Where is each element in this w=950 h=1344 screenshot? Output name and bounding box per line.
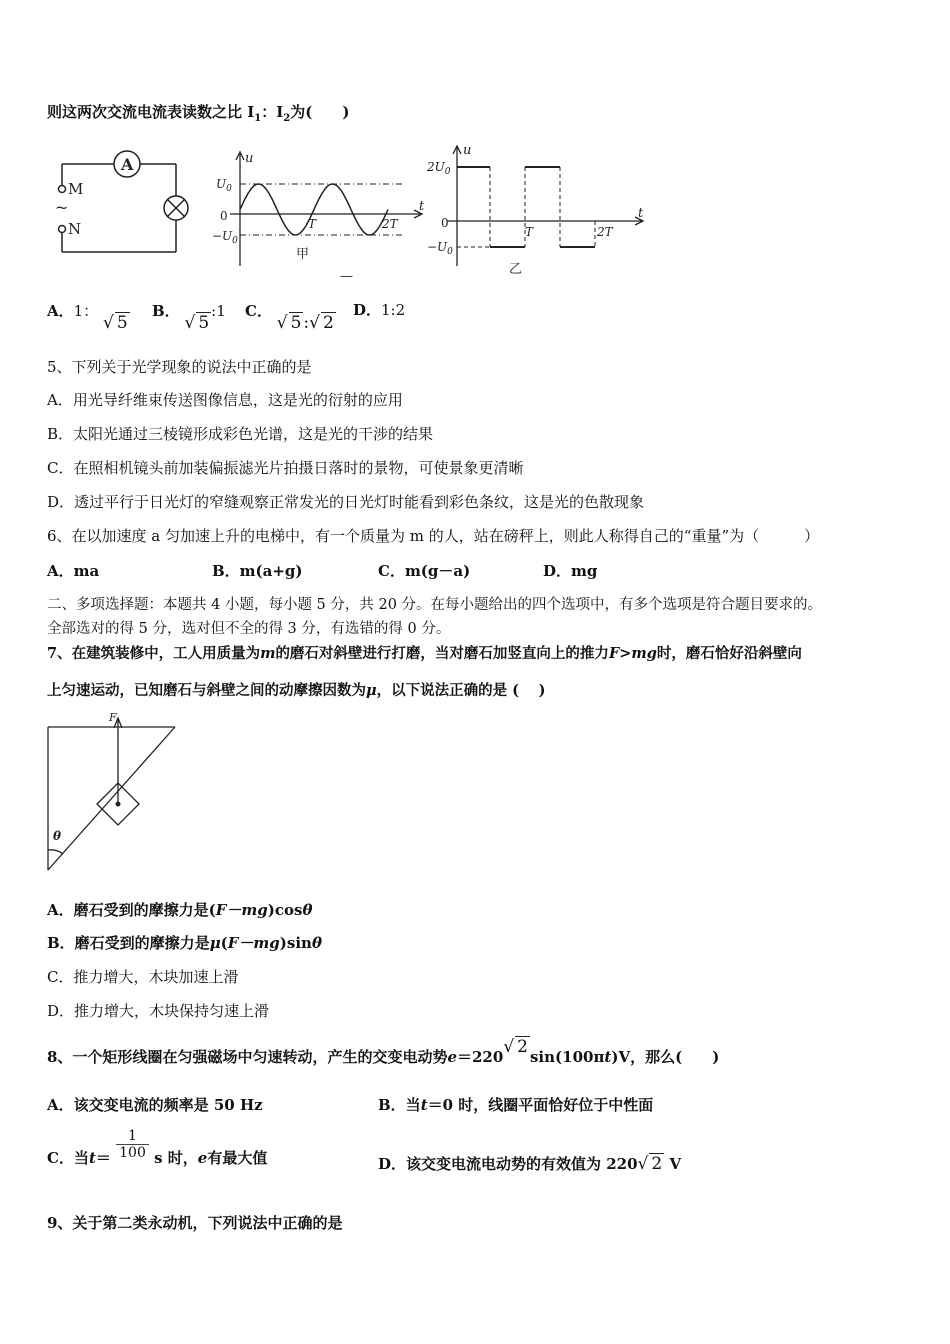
q8-option-a[interactable]: A．该交变电流的频率是 50 Hz bbox=[47, 1096, 263, 1114]
graph-a-neg-u0: −U bbox=[212, 229, 233, 243]
section2-header-line2: 全部选对的得 5 分，选对但不全的得 3 分，有选错的得 0 分。 bbox=[47, 621, 451, 637]
ammeter-label: A bbox=[121, 155, 134, 174]
q7-option-b[interactable]: B．磨石受到的摩擦力是μ(F－mg)sinθ bbox=[47, 934, 322, 952]
q8-option-c[interactable]: C．当t＝ $\frac{1}{100}$ s 时，e有最大值 bbox=[47, 1128, 268, 1167]
graph-b-neg-sub: 0 bbox=[447, 247, 453, 257]
q5-stem: 5、下列关于光学现象的说法中正确的是 bbox=[47, 358, 312, 376]
q6-option-d[interactable]: D．mg bbox=[543, 562, 598, 580]
graph-a-dash: — bbox=[340, 269, 353, 283]
incline-wall-figure bbox=[45, 708, 180, 876]
q5-option-b[interactable]: B．太阳光通过三棱镜形成彩色光谱，这是光的干涉的结果 bbox=[47, 425, 434, 443]
q6-option-c[interactable]: C．m(g－a) bbox=[378, 562, 471, 580]
graph-b-tick-2t: 2T bbox=[597, 225, 613, 239]
q8-option-d[interactable]: D．该交变电流电动势的有效值为 220√ 2 V bbox=[378, 1154, 682, 1174]
q7-stem-line1: 7、在建筑装修中，工人用质量为m的磨石对斜壁进行打磨，当对磨石加竖直向上的推力F>mg时，磨石恰好沿斜壁向 bbox=[47, 645, 802, 662]
q4-stem: 则这两次交流电流表读数之比 $I_1$：$I_2$为( ) bbox=[47, 103, 350, 124]
q7-option-a[interactable]: A．磨石受到的摩擦力是(F－mg)cosθ bbox=[47, 901, 313, 919]
q5-option-c[interactable]: C．在照相机镜头前加装偏振滤光片拍摄日落时的景物，可使景象更清晰 bbox=[47, 459, 524, 477]
terminal-n: N bbox=[68, 220, 82, 238]
q7-option-c[interactable]: C．推力增大，木块加速上滑 bbox=[47, 968, 239, 986]
q8-option-b[interactable]: B．当t＝0 时，线圈平面恰好位于中性面 bbox=[378, 1096, 654, 1114]
graph-b-neg: −U bbox=[427, 240, 448, 254]
section2-header-line1: 二、多项选择题：本题共 4 小题，每小题 5 分，共 20 分。在每小题给出的四个选项中，有多个选项是符合题目要求的。 bbox=[47, 597, 823, 613]
q7-stem-line2: 上匀速运动，已知磨石与斜壁之间的动摩擦因数为μ，以下说法正确的是 ( ) bbox=[47, 682, 546, 699]
q6-stem: 6、在以加速度 a 匀加速上升的电梯中，有一个质量为 m 的人，站在磅秤上，则此人称得自己的“重量”为（ ） bbox=[47, 527, 820, 545]
q6-option-a[interactable]: A．ma bbox=[47, 562, 100, 580]
graph-sine bbox=[212, 148, 432, 283]
q8-stem: 8、一个矩形线圈在匀强磁场中匀速转动，产生的交变电动势e＝220√ 2 sin(100πt)V，那么( ) bbox=[47, 1037, 720, 1066]
graph-b-top-sub: 0 bbox=[444, 167, 451, 177]
graph-b-top: 2U bbox=[427, 160, 445, 174]
graph-b-caption: 乙 bbox=[509, 262, 523, 277]
force-label: F bbox=[109, 711, 117, 724]
graph-b-zero: 0 bbox=[441, 216, 449, 230]
graph-a-u0: U bbox=[216, 177, 227, 191]
q7-option-d[interactable]: D．推力增大，木块保持匀速上滑 bbox=[47, 1002, 270, 1020]
graph-a-caption: 甲 bbox=[296, 247, 310, 262]
q9-stem: 9、关于第二类永动机，下列说法中正确的是 bbox=[47, 1214, 343, 1232]
graph-a-tick-t: T bbox=[308, 217, 317, 231]
terminal-m: M bbox=[68, 180, 84, 198]
graph-a-neg-sub: 0 bbox=[232, 236, 238, 246]
graph-a-axis-t: t bbox=[419, 199, 425, 214]
svg-text:−U0 bbox=[427, 240, 453, 257]
q4-option-b[interactable]: B． √ 5:1 bbox=[152, 302, 226, 333]
graph-b-axis-u: u bbox=[463, 143, 472, 158]
graph-b-tick-t: T bbox=[525, 225, 534, 239]
q4-option-c[interactable]: C． √ 5 :√ 2 bbox=[245, 302, 334, 333]
graph-a-u0-sub: 0 bbox=[226, 184, 232, 194]
svg-text:−U0 bbox=[212, 229, 238, 246]
graph-a-axis-u: u bbox=[245, 151, 254, 166]
graph-a-tick-2t: 2T bbox=[382, 217, 398, 231]
angle-label: θ bbox=[53, 829, 62, 843]
graph-square bbox=[425, 140, 650, 280]
circuit-diagram bbox=[50, 140, 190, 260]
ac-source-symbol: ~ bbox=[55, 198, 69, 217]
q5-option-d[interactable]: D．透过平行于日光灯的窄缝观察正常发光的日光灯时能看到彩色条纹，这是光的色散现象 bbox=[47, 493, 645, 511]
svg-text:U0 bbox=[216, 177, 232, 194]
graph-a-zero: 0 bbox=[220, 209, 228, 223]
svg-text:2U0 bbox=[426, 160, 451, 177]
graph-b-axis-t: t bbox=[638, 206, 644, 221]
q4-option-a[interactable]: A．1： √ 5 bbox=[47, 302, 128, 333]
q4-option-d[interactable]: D．1:2 bbox=[353, 301, 406, 319]
q5-option-a[interactable]: A．用光导纤维束传送图像信息，这是光的衍射的应用 bbox=[47, 391, 403, 409]
q6-option-b[interactable]: B．m(a+g) bbox=[212, 562, 303, 580]
